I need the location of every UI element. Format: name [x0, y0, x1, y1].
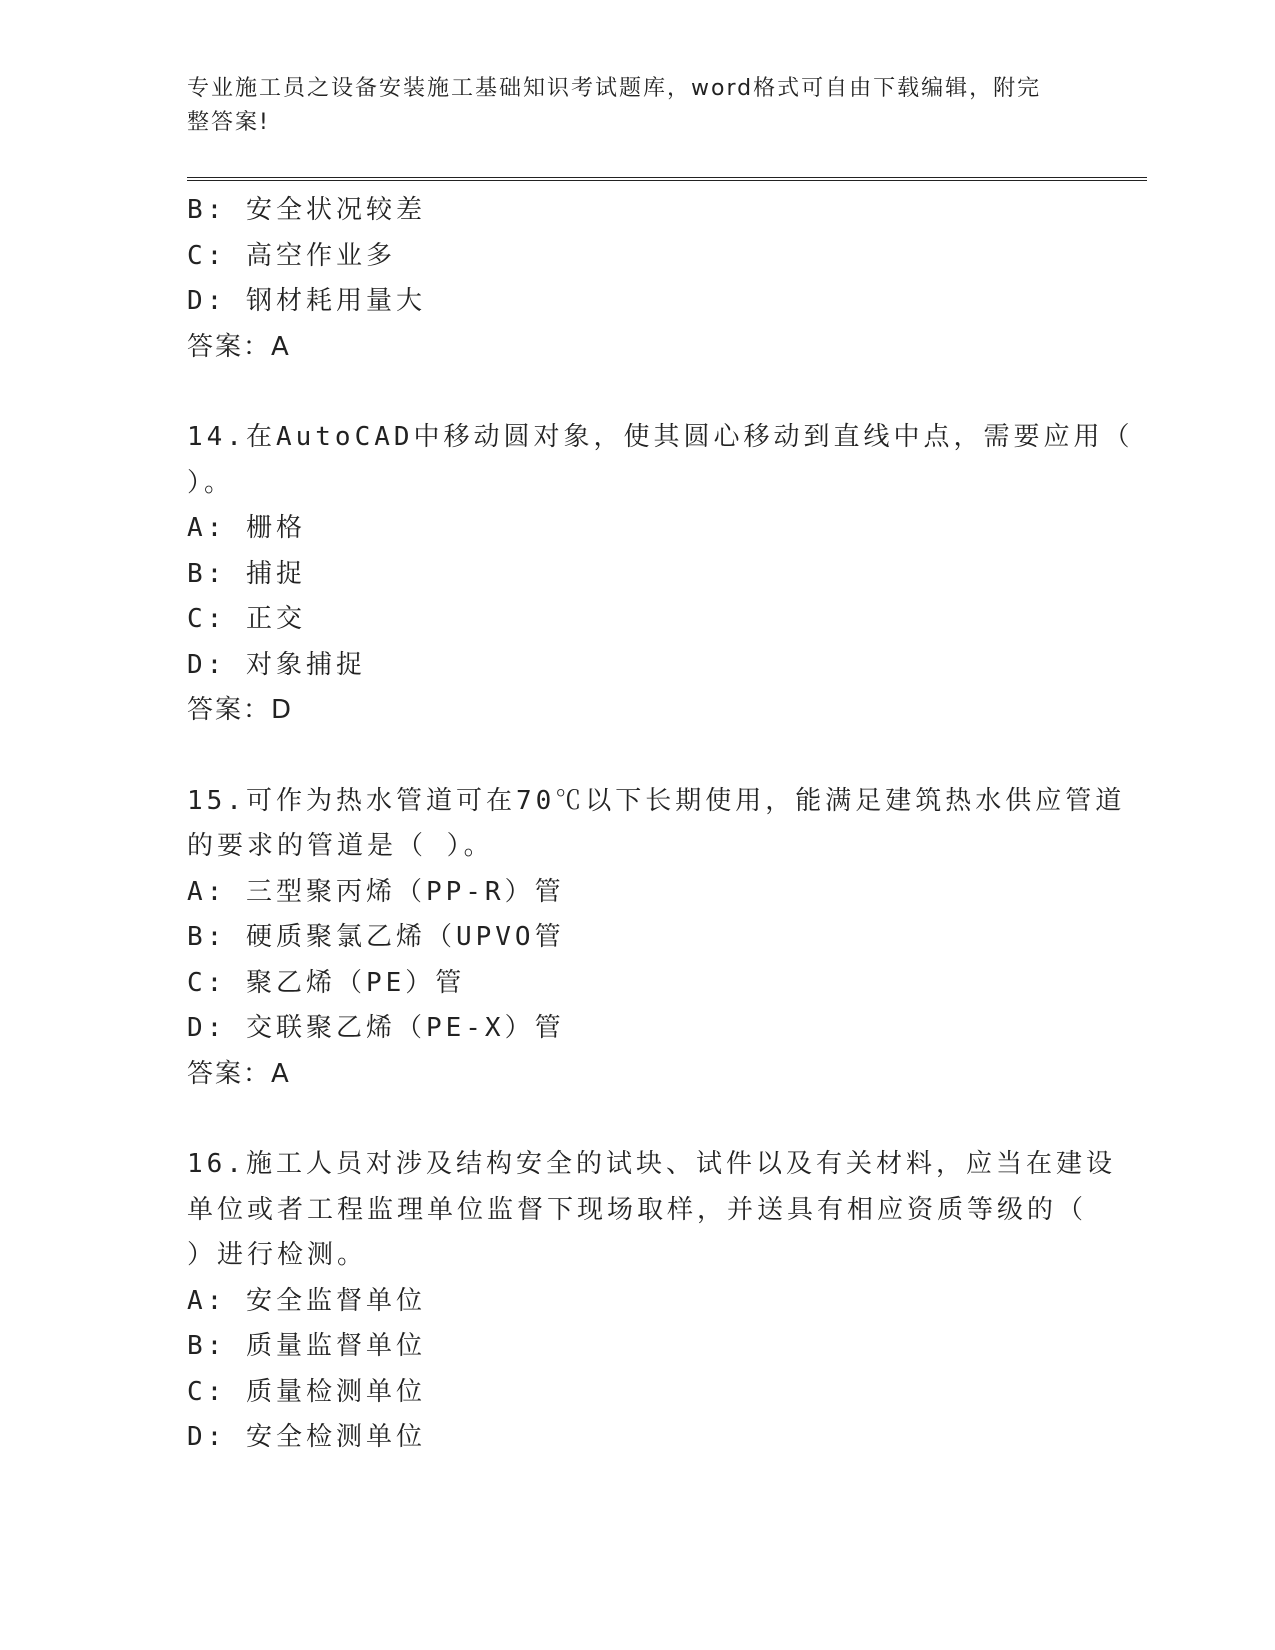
option-c: C: 正交: [187, 604, 306, 634]
option-c: C: 质量检测单位: [187, 1376, 426, 1407]
option-c: C: 高空作业多: [187, 240, 396, 271]
question-stem: 的要求的管道是（ ）。: [187, 831, 494, 861]
option-b: B: 捕捉: [187, 558, 306, 589]
option-d: D: 对象捕捉: [187, 649, 366, 680]
answer: 答案：D: [187, 695, 294, 725]
question-stem: 单位或者工程监理单位监督下现场取样，并送具有相应资质等级的（: [187, 1194, 1088, 1225]
option-a: A: 栅格: [187, 513, 306, 543]
question-stem: 16.施工人员对涉及结构安全的试块、试件以及有关材料，应当在建设: [187, 1149, 1116, 1179]
question-15: [187, 779, 1126, 1098]
option-d: D: 交联聚乙烯（PE-X）管: [187, 1013, 565, 1043]
option-d: D: 安全检测单位: [187, 1422, 426, 1452]
header-line-2: 整答案!: [187, 110, 270, 135]
question-16: [187, 1142, 1116, 1461]
question-stem: 15.可作为热水管道可在70℃以下长期使用，能满足建筑热水供应管道: [187, 785, 1126, 816]
document-header: [187, 72, 1067, 140]
question-14: [187, 415, 1134, 734]
answer: 答案：A: [187, 1058, 291, 1089]
question-stem: ）进行检测。: [187, 1240, 368, 1270]
question-list: [187, 188, 1134, 1461]
header-line-1: 专业施工员之设备安装施工基础知识考试题库，word格式可自由下载编辑，附完: [187, 76, 1042, 101]
option-a: A: 安全监督单位: [187, 1285, 426, 1316]
option-a: A: 三型聚丙烯（PP-R）管: [187, 876, 565, 907]
question-stem: ）。: [187, 467, 235, 498]
question-13-tail: [187, 188, 1087, 370]
header-divider: [187, 177, 1147, 181]
option-c: C: 聚乙烯（PE）管: [187, 967, 466, 998]
answer: 答案：A: [187, 331, 291, 362]
option-d: D: 钢材耗用量大: [187, 286, 426, 316]
option-b: B: 安全状况较差: [187, 195, 426, 225]
option-b: B: 质量监督单位: [187, 1331, 426, 1361]
option-b: B: 硬质聚氯乙烯（UPVO管: [187, 922, 565, 952]
question-stem: 14.在AutoCAD中移动圆对象，使其圆心移动到直线中点，需要应用（: [187, 422, 1134, 452]
